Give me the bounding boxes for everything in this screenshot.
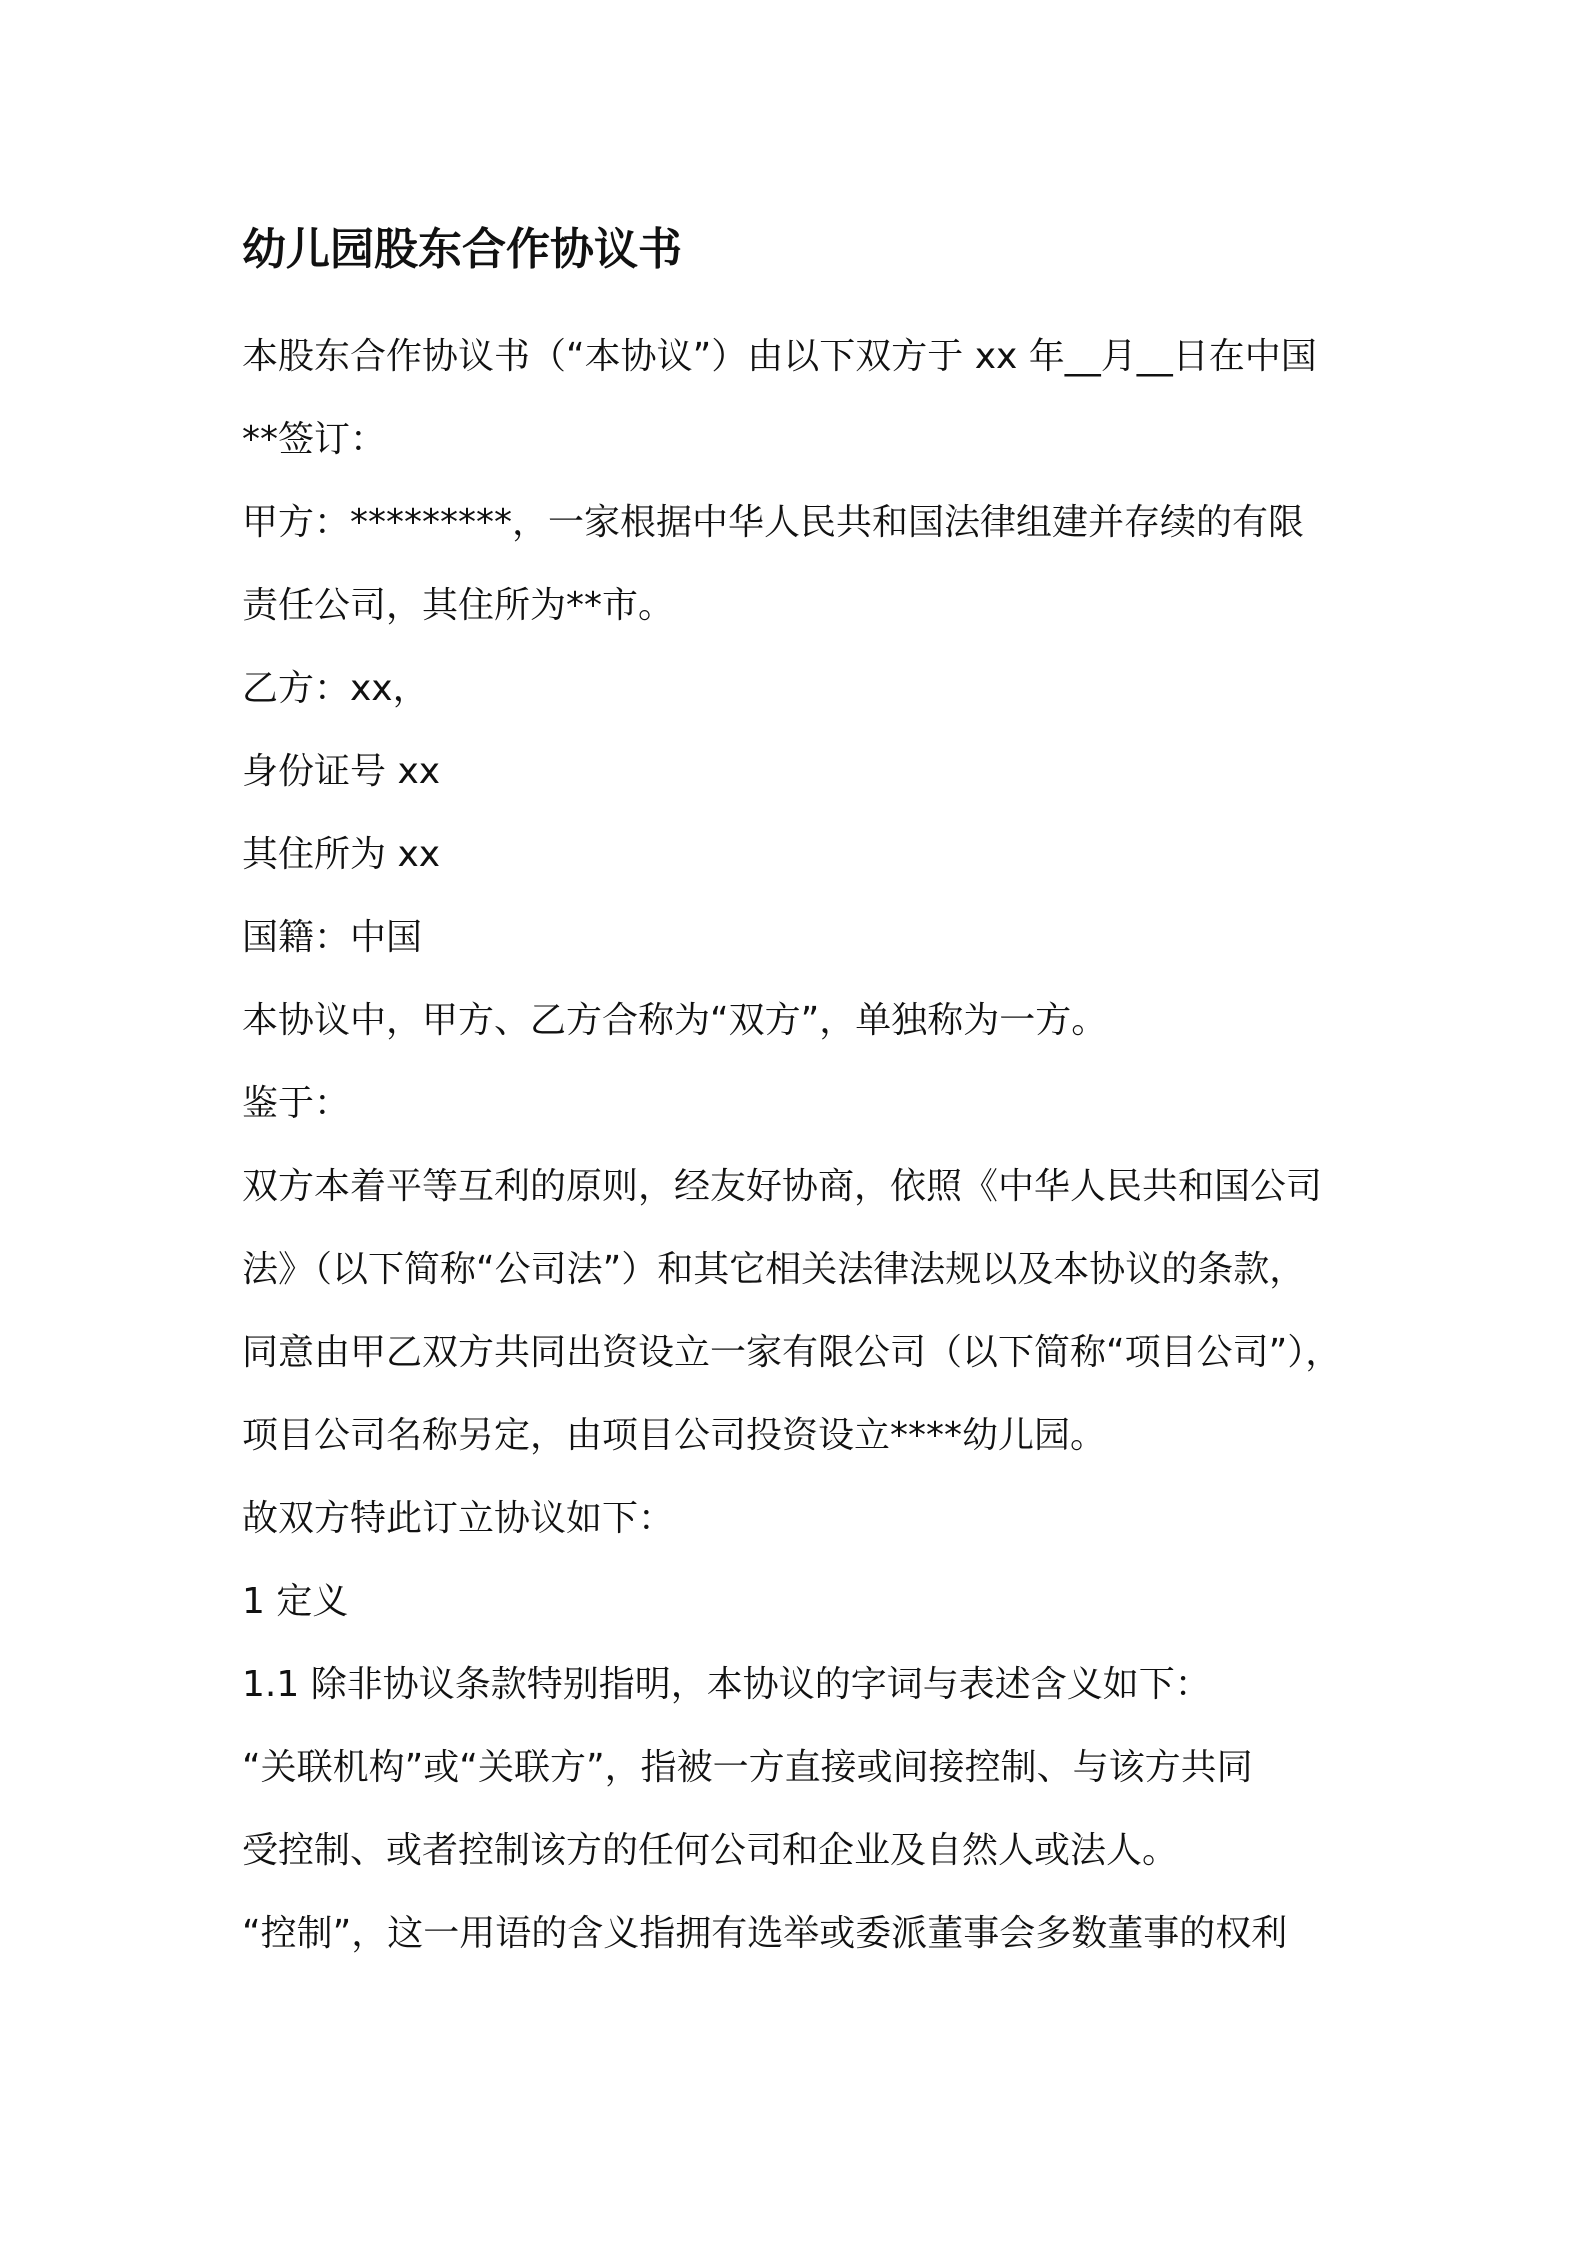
document-body xyxy=(242,325,1362,1985)
body-line: **签订： xyxy=(242,419,387,460)
body-line: 故双方特此订立协议如下： xyxy=(242,1498,675,1539)
body-line: 本协议中，甲方、乙方合称为“双方”，单独称为一方。 xyxy=(242,1000,1108,1041)
body-line: 法》（以下简称“公司法”）和其它相关法律法规以及本协议的条款， xyxy=(242,1249,1306,1290)
body-line: 国籍：中国 xyxy=(242,917,423,958)
body-line: 乙方：xx， xyxy=(242,668,429,709)
section-heading: 1 定义 xyxy=(242,1581,349,1622)
body-line: “关联机构”或“关联方”，指被一方直接或间接控制、与该方共同 xyxy=(242,1747,1253,1788)
body-line: 甲方：*********，一家根据中华人民共和国法律组建并存续的有限 xyxy=(242,502,1305,543)
body-line: 鉴于： xyxy=(242,1083,351,1124)
body-line: 本股东合作协议书（“本协议”）由以下双方于 xx 年__月__日在中国 xyxy=(242,336,1317,377)
body-line: 项目公司名称另定，由项目公司投资设立****幼儿园。 xyxy=(242,1415,1107,1456)
body-line: 双方本着平等互利的原则，经友好协商，依照《中华人民共和国公司 xyxy=(242,1166,1323,1207)
document-title: 幼儿园股东合作协议书 xyxy=(242,224,682,275)
body-line: 其住所为 xx xyxy=(242,834,441,875)
body-line: 受控制、或者控制该方的任何公司和企业及自然人或法人。 xyxy=(242,1830,1179,1871)
body-line: “控制”，这一用语的含义指拥有选举或委派董事会多数董事的权利 xyxy=(242,1913,1288,1954)
body-line: 责任公司，其住所为**市。 xyxy=(242,585,675,626)
body-line: 1.1 除非协议条款特别指明，本协议的字词与表述含义如下： xyxy=(242,1664,1211,1705)
body-line: 身份证号 xx xyxy=(242,751,441,792)
body-line: 同意由甲乙双方共同出资设立一家有限公司（以下简称“项目公司”）， xyxy=(242,1332,1342,1373)
